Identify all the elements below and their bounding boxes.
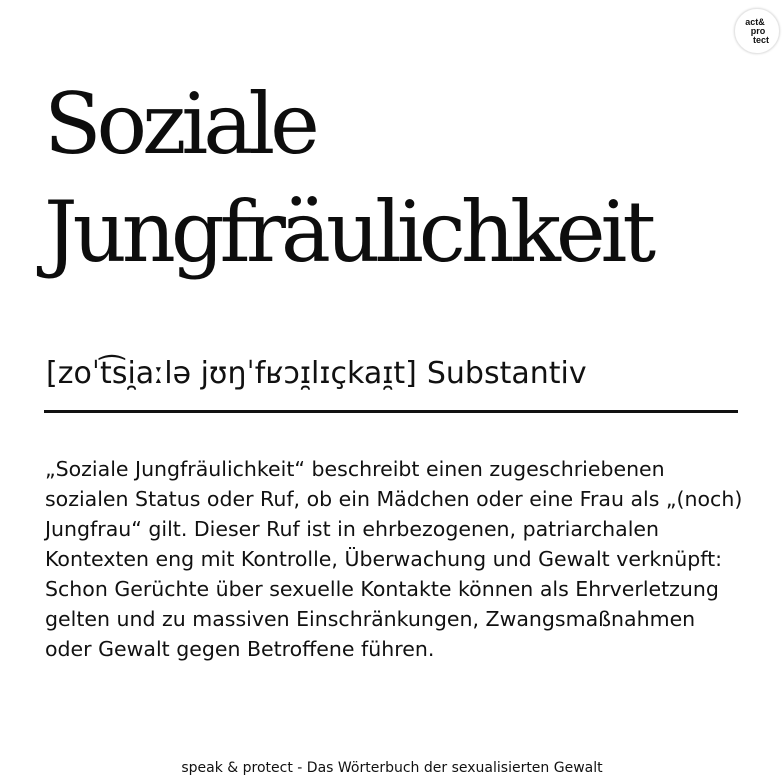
- logo-text-line-1: act&: [745, 16, 765, 27]
- entry-title-line-2: Jungfräulichkeit: [44, 183, 652, 281]
- act-and-protect-logo: [734, 8, 780, 54]
- logo-text-line-3: tect: [752, 34, 769, 45]
- divider: [44, 410, 738, 413]
- footer-text: speak & protect - Das Wörterbuch der sexualisierten Gewalt: [181, 760, 603, 776]
- definition-text: „Soziale Jungfräulichkeit“ beschreibt einen zugeschriebenen sozialen Status oder Ruf, ob ein Mädchen oder eine Frau als „(noch) Jungfrau“ gilt. Dieser Ruf ist in ehrbezogenen, patriarchalen Kontexten eng mit Kontrolle, Überwachung und Gewalt verknüpft: Schon Gerüchte über sexuelle Kontakte können als Ehrverletzung gelten und zu massiven Einschränkungen, Zwangsmaßnahmen oder Gewalt gegen Betroffene führen.: [45, 457, 743, 661]
- word-class: Substantiv: [426, 356, 587, 391]
- entry-title: [44, 70, 764, 286]
- pronunciation-line: [46, 354, 587, 394]
- entry-title-line-1: Soziale: [44, 75, 315, 173]
- pronunciation: [zoˈt͡si̯aːlə jʊŋˈfʁɔɪ̯lɪçkaɪ̯t]: [46, 356, 417, 391]
- logo-text-line-2: pro: [750, 25, 766, 36]
